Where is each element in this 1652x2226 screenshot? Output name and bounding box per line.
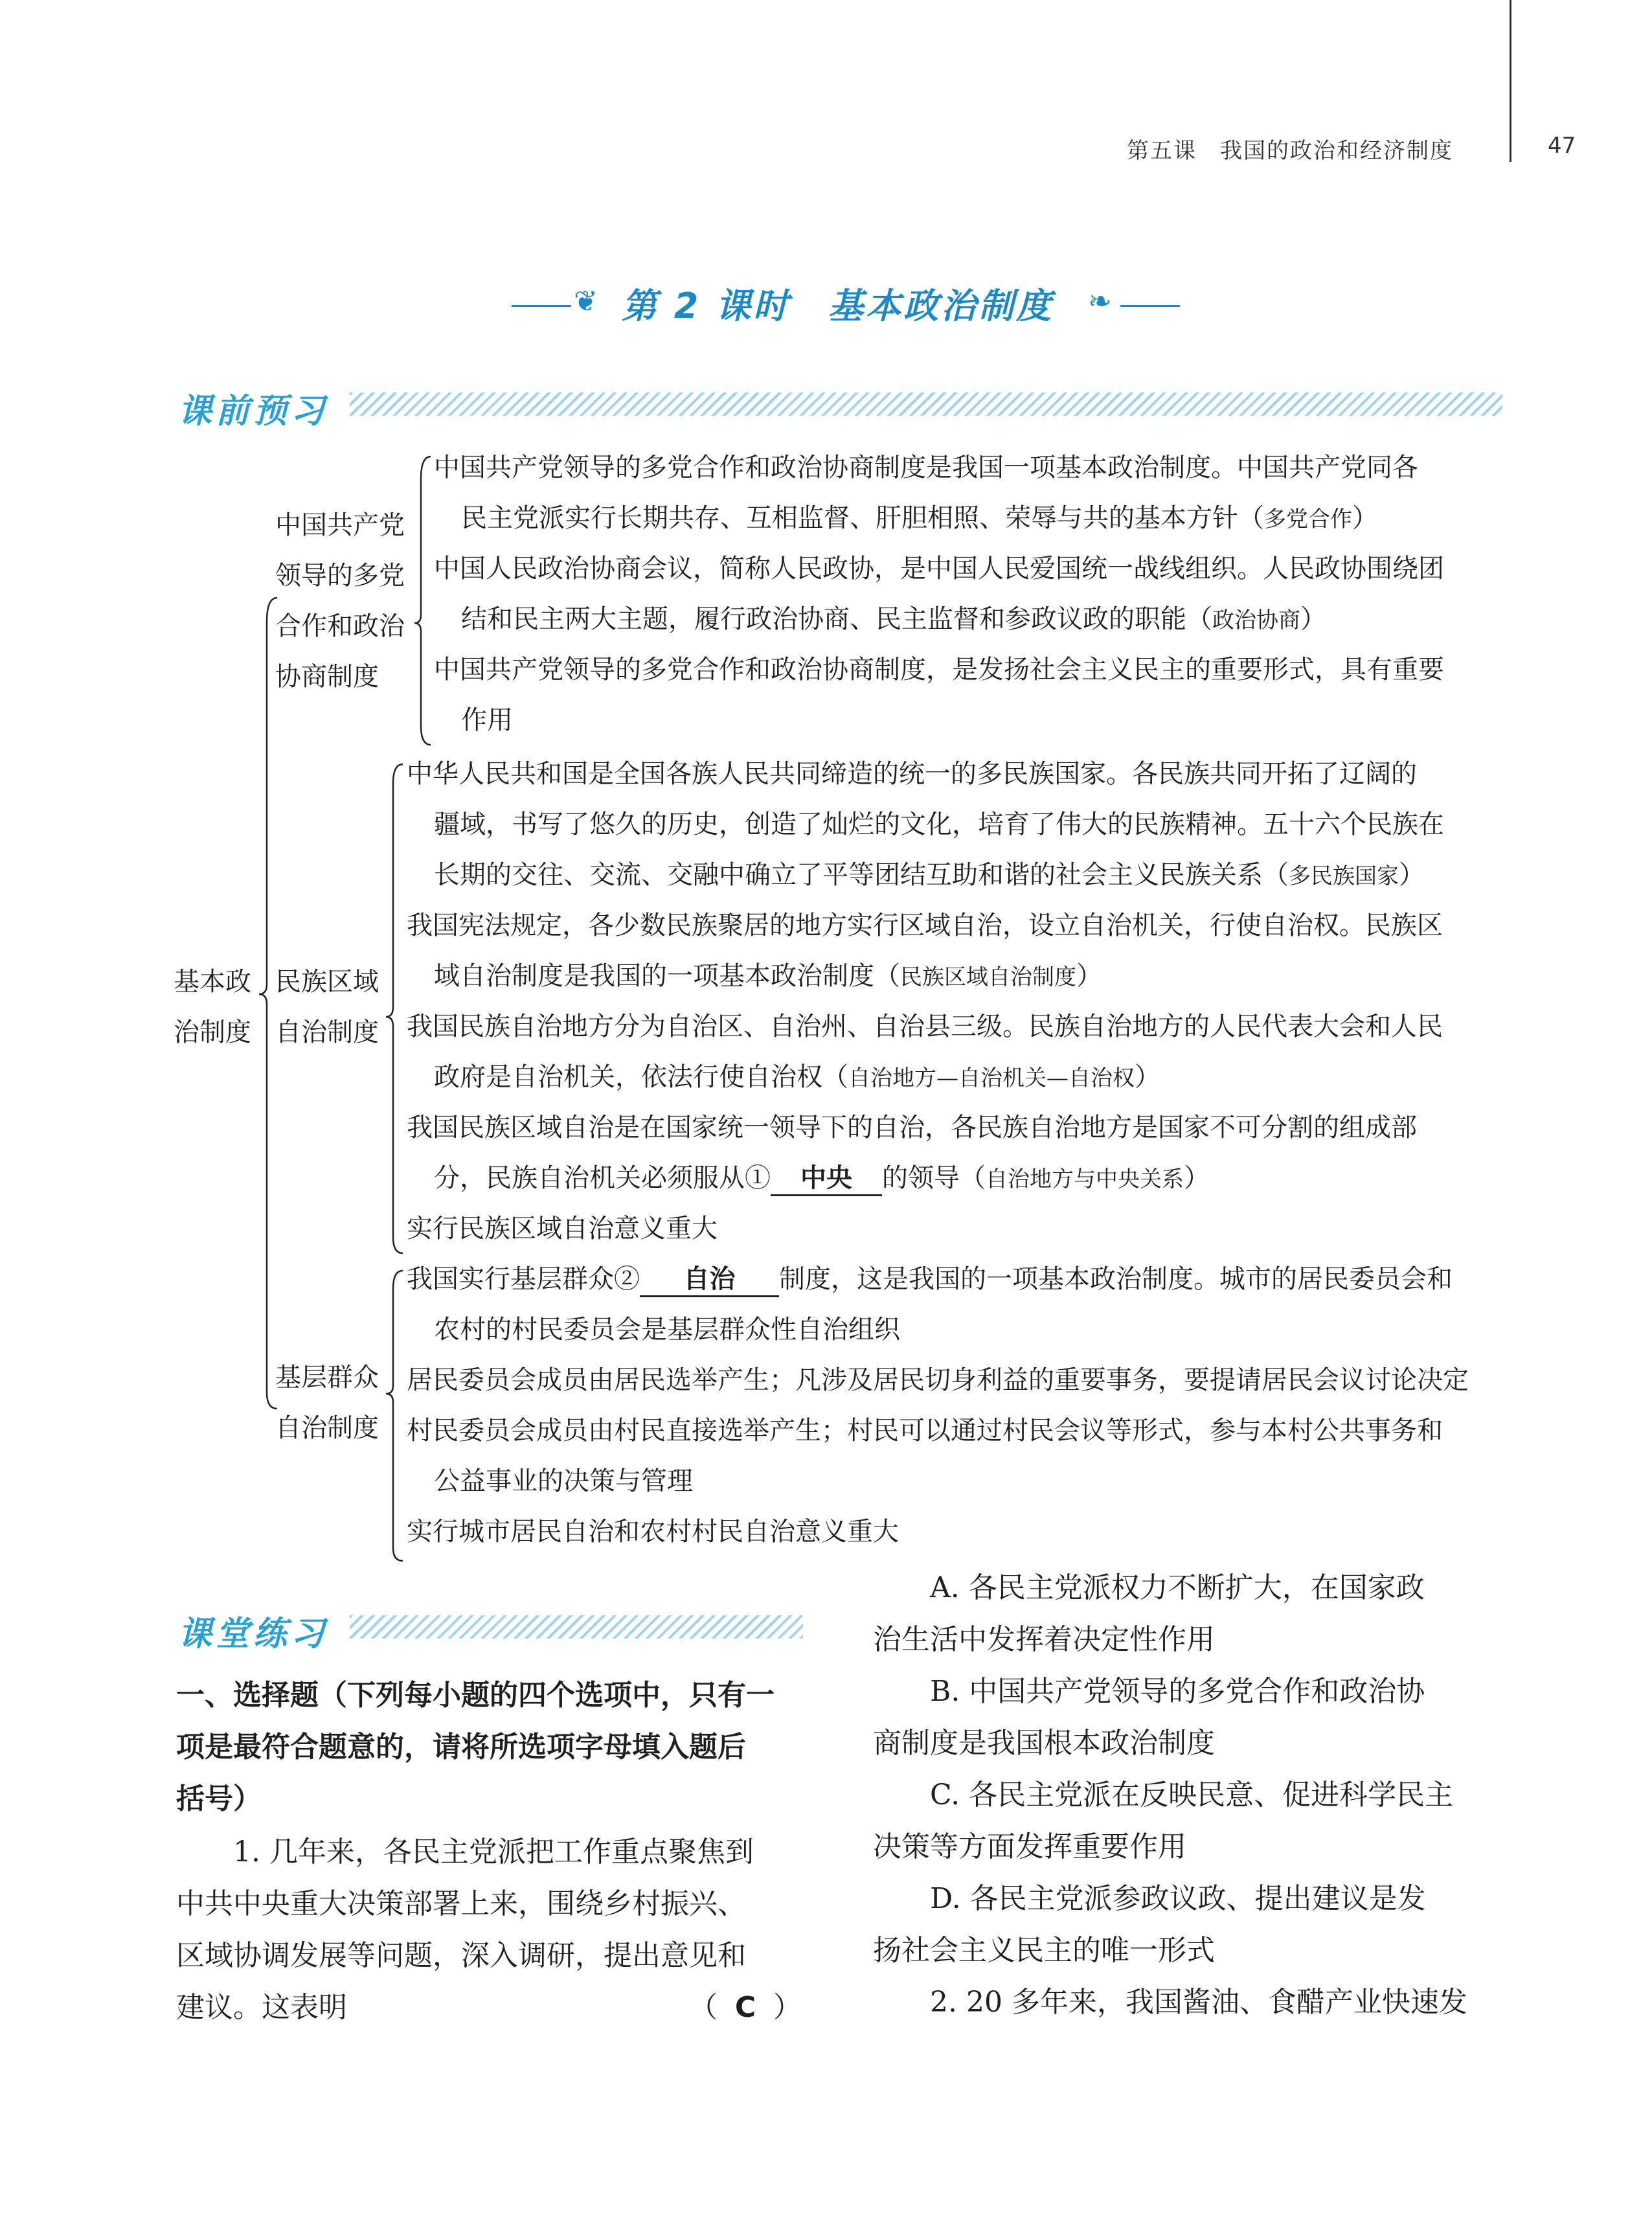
outline-line: 实行民族区域自治意义重大 [407, 1214, 718, 1244]
stem-line: 区域协调发展等问题，深入调研，提出意见和 [176, 1939, 746, 1972]
text-run: 制度，这是我国的一项基本政治制度。城市的居民委员会和 [779, 1264, 1453, 1294]
outline-line: 中华人民共和国是全国各族人民共同缔造的统一的多民族国家。各民族共同开拓了辽阔的 [407, 759, 1417, 789]
outline-line [461, 603, 1326, 637]
practice-section-hatch [350, 1615, 803, 1639]
note: 政治协商 [1212, 608, 1300, 633]
question-1-stem [176, 1826, 804, 2034]
outline-line: 作用 [461, 705, 513, 735]
group-label-line: 中国共产党 [275, 510, 405, 540]
group3-brace [386, 1271, 403, 1561]
root-label [174, 957, 251, 1058]
root-brace [259, 598, 277, 1409]
option-b: B. 中国共产党领导的多党合作和政治协 [930, 1675, 1425, 1708]
outline-line [407, 1263, 1453, 1297]
group-label-line: 自治制度 [275, 1413, 379, 1443]
instruction-line: 一、选择题（下列每小题的四个选项中，只有一 [176, 1679, 775, 1712]
group-label-line: 自治制度 [275, 1017, 379, 1047]
outline-line [434, 1162, 1210, 1196]
text-run: ） [1352, 503, 1378, 533]
outline-line: 实行城市居民自治和农村村民自治意义重大 [407, 1517, 899, 1547]
root-label-line: 治制度 [174, 1017, 251, 1047]
text-run: 民主党派实行长期共存、互相监督、肝胆相照、荣辱与共的基本方针（ [461, 503, 1264, 533]
outline-line [434, 1061, 1160, 1095]
question-1-answer: C [734, 1991, 756, 2024]
stem-line: 中共中央重大决策部署上来，围绕乡村振兴、 [176, 1887, 746, 1920]
question-2-start: 2. 20 多年来，我国酱油、食醋产业快速发 [930, 1986, 1467, 2019]
outline-line: 我国民族区域自治是在国家统一领导下的自治，各民族自治地方是国家不可分割的组成部 [407, 1113, 1417, 1142]
group-label-line: 领导的多党 [275, 561, 405, 591]
option-a-cont: 治生活中发挥着决定性作用 [873, 1623, 1215, 1656]
instruction [176, 1670, 775, 1825]
text-run: 分，民族自治机关必须服从① [434, 1163, 771, 1193]
outline-line [461, 502, 1378, 536]
group3-label [275, 1352, 379, 1453]
text-run: ） [1399, 860, 1425, 890]
lesson-title: 第 2 课时 基本政治制度 [622, 286, 1054, 326]
group-label-line: 合作和政治 [275, 611, 405, 641]
title-ornament-right-icon: ❧ [1088, 285, 1112, 318]
instruction-line: 括号） [176, 1782, 262, 1815]
note: 民族区域自治制度 [900, 964, 1076, 990]
group1-label [275, 500, 405, 702]
fill-blank-answer: 自治 [640, 1263, 779, 1297]
stem-text: 建议。这表明 [176, 1991, 347, 2024]
answer-bracket [689, 1982, 802, 2034]
text-run: 政府是自治机关，依法行使自治权（ [434, 1062, 848, 1092]
root-label-line: 基本政 [174, 967, 251, 997]
outline-line: 中国共产党领导的多党合作和政治协商制度，是发扬社会主义民主的重要形式，具有重要 [434, 655, 1444, 685]
group-label-line: 协商制度 [275, 662, 379, 692]
bracket-open: （ [689, 1991, 718, 2024]
text-run: ） [1300, 604, 1326, 634]
fill-blank-answer: 中央 [771, 1162, 882, 1196]
instruction-line: 项是最符合题意的，请将所选项字母填入题后 [176, 1731, 746, 1764]
outline-line: 我国民族自治地方分为自治区、自治州、自治县三级。民族自治地方的人民代表大会和人民 [407, 1012, 1443, 1041]
outline-line: 村民委员会成员由村民直接选举产生；村民可以通过村民会议等形式，参与本村公共事务和 [407, 1416, 1443, 1446]
bracket-close: ） [773, 1991, 802, 2024]
group2-brace [386, 764, 403, 1253]
text-run: 长期的交往、交流、交融中确立了平等团结互助和谐的社会主义民族关系（ [434, 860, 1289, 890]
option-a: A. 各民主党派权力不断扩大，在国家政 [930, 1571, 1425, 1604]
text-run: 的领导（ [882, 1163, 986, 1193]
stem-line: 1. 几年来，各民主党派把工作重点聚焦到 [233, 1835, 754, 1868]
outline-line: 居民委员会成员由居民选举产生；凡涉及居民切身利益的重要事务，要提请居民会议讨论决定 [407, 1365, 1469, 1395]
outline-line [434, 859, 1425, 892]
note: 多民族国家 [1289, 863, 1399, 889]
option-d: D. 各民主党派参政议政、提出建议是发 [930, 1882, 1426, 1915]
outline-line [434, 960, 1102, 994]
outline-line: 公益事业的决策与管理 [434, 1466, 693, 1496]
note: 自治地方与中央关系 [986, 1166, 1184, 1192]
option-c-cont: 决策等方面发挥重要作用 [873, 1830, 1186, 1863]
page-number: 47 [1548, 133, 1576, 159]
practice-section-title: 课堂练习 [178, 1615, 329, 1653]
group1-brace [414, 457, 431, 745]
option-b-cont: 商制度是我国根本政治制度 [873, 1727, 1215, 1760]
text-run: ） [1184, 1163, 1210, 1193]
group-label-line: 基层群众 [275, 1363, 379, 1392]
outline-line: 我国宪法规定，各少数民族聚居的地方实行区域自治，设立自治机关，行使自治权。民族区 [407, 911, 1443, 940]
outline-line: 疆域，书写了悠久的历史，创造了灿烂的文化，培育了伟大的民族精神。五十六个民族在 [434, 810, 1444, 839]
text-run: 域自治制度是我国的一项基本政治制度（ [434, 961, 900, 991]
question-1-options [873, 1562, 1508, 2028]
stem-last-line [176, 1982, 804, 2034]
text-run: 我国实行基层群众② [407, 1264, 640, 1294]
note: 多党合作 [1264, 506, 1352, 532]
group-label-line: 民族区域 [275, 967, 379, 997]
note: 自治地方—自治机关—自治权 [848, 1065, 1135, 1091]
outline-line: 中国共产党领导的多党合作和政治协商制度是我国一项基本政治制度。中国共产党同各 [434, 453, 1418, 483]
outline-line: 农村的村民委员会是基层群众性自治组织 [434, 1315, 900, 1345]
title-ornament-left-icon: ❦ [574, 285, 598, 318]
option-d-cont: 扬社会主义民主的唯一形式 [873, 1934, 1215, 1967]
text-run: ） [1135, 1062, 1160, 1092]
option-c: C. 各民主党派在反映民意、促进科学民主 [930, 1778, 1454, 1811]
preview-section-title: 课前预习 [178, 392, 329, 431]
text-run: ） [1076, 961, 1102, 991]
text-run: 结和民主两大主题，履行政治协商、民主监督和参政议政的职能（ [461, 604, 1212, 634]
running-head: 第五课 我国的政治和经济制度 [1127, 138, 1453, 164]
outline-line: 中国人民政治协商会议，简称人民政协，是中国人民爱国统一战线组织。人民政协围绕团 [434, 554, 1444, 584]
group2-label [275, 957, 379, 1058]
